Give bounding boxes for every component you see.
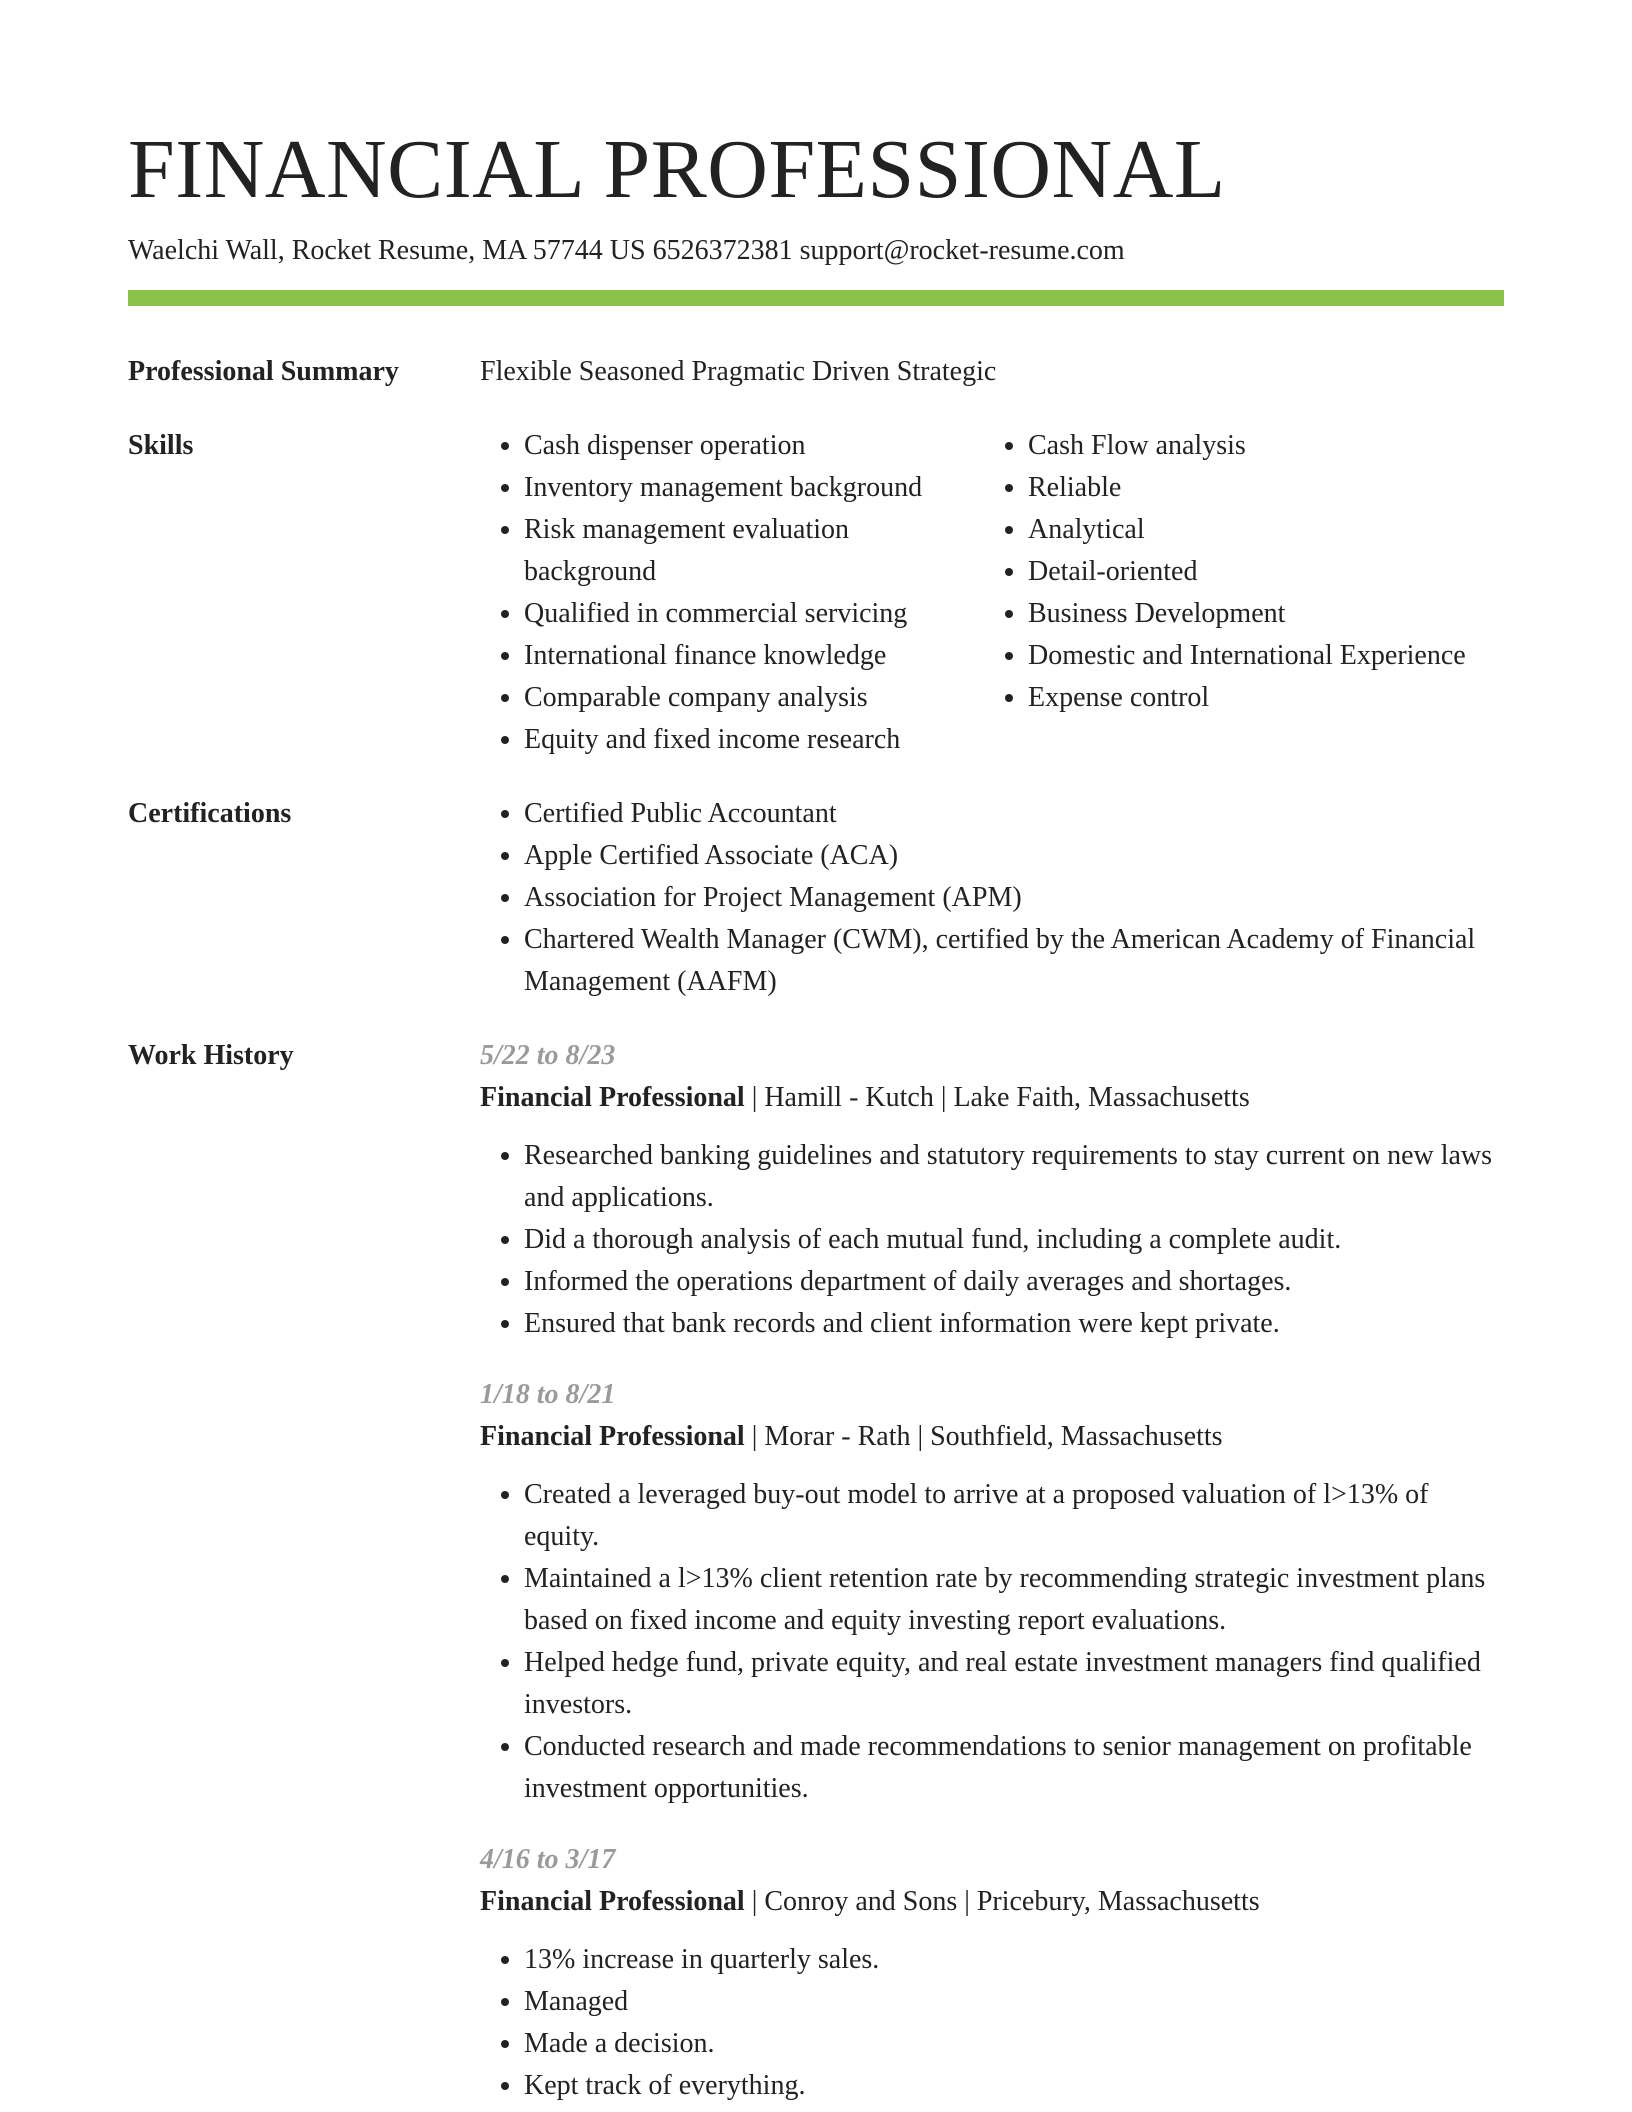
section-skills [128, 425, 1504, 761]
list-item: • Helped hedge fund, private equity, and real estate investment managers find qualified investors. [524, 1642, 1504, 1726]
section-label-certifications: Certifications [128, 798, 292, 829]
job-title: Financial Professional [480, 1886, 745, 1917]
job-entry [480, 1839, 1504, 2107]
list-item: • Association for Project Management (APM) [524, 877, 1504, 919]
job-title-line [480, 1416, 1504, 1458]
job-title-line [480, 1881, 1504, 1923]
resume-name: FINANCIAL PROFESSIONAL [128, 123, 1226, 216]
list-item: • Did a thorough analysis of each mutual fund, including a complete audit. [524, 1219, 1504, 1261]
section-professional-summary [128, 351, 1504, 393]
certifications-body [480, 793, 1504, 1003]
summary-text: Flexible Seasoned Pragmatic Driven Strategic [480, 356, 997, 387]
section-work-history [128, 1035, 1504, 2107]
job-details: | Hamill - Kutch | Lake Faith, Massachusetts [744, 1082, 1250, 1113]
list-item: • International finance knowledge [524, 635, 984, 677]
list-item: • Domestic and International Experience [1028, 635, 1532, 677]
list-item: • Certified Public Accountant [524, 793, 1504, 835]
list-item: • Maintained a l>13% client retention rate by recommending strategic investment plans based on fixed income and equity investing report evaluations. [524, 1558, 1504, 1642]
job-title-line [480, 1077, 1504, 1119]
job-details: | Conroy and Sons | Pricebury, Massachusetts [744, 1886, 1260, 1917]
list-item: • Researched banking guidelines and statutory requirements to stay current on new laws and applications. [524, 1135, 1504, 1219]
list-item: • Inventory management background [524, 467, 984, 509]
list-item: • 13% increase in quarterly sales. [524, 1939, 1504, 1981]
section-label-work-history: Work History [128, 1040, 294, 1071]
list-item: • Ensured that bank records and client information were kept private. [524, 1303, 1504, 1345]
section-label-skills: Skills [128, 430, 194, 461]
job-dates: 1/18 to 8/21 [480, 1379, 616, 1410]
job-dates: 5/22 to 8/23 [480, 1040, 616, 1071]
job-title: Financial Professional [480, 1082, 745, 1113]
job-bullets [480, 1939, 1504, 2107]
job-bullets [480, 1474, 1504, 1810]
list-item: • Apple Certified Associate (ACA) [524, 835, 1504, 877]
skills-list-left [480, 425, 984, 761]
list-item: • Cash Flow analysis [1028, 425, 1532, 467]
list-item: • Created a leveraged buy-out model to arrive at a proposed valuation of l>13% of equity. [524, 1474, 1504, 1558]
work-history-body [480, 1035, 1504, 2107]
job-entry [480, 1374, 1504, 1810]
list-item: • Managed [524, 1981, 1504, 2023]
certifications-list [480, 793, 1504, 1003]
job-entry [480, 1035, 1504, 1345]
list-item: • Informed the operations department of daily averages and shortages. [524, 1261, 1504, 1303]
list-item: • Equity and fixed income research [524, 719, 984, 761]
list-item: • Conducted research and made recommendations to senior management on profitable investment opportunities. [524, 1726, 1504, 1810]
section-certifications [128, 793, 1504, 1003]
list-item: • Chartered Wealth Manager (CWM), certified by the American Academy of Financial Management (AAFM) [524, 919, 1504, 1003]
job-dates: 4/16 to 3/17 [480, 1844, 616, 1875]
list-item: • Made a decision. [524, 2023, 1504, 2065]
list-item: • Cash dispenser operation [524, 425, 984, 467]
job-bullets [480, 1135, 1504, 1345]
job-title: Financial Professional [480, 1421, 745, 1452]
section-label-summary: Professional Summary [128, 356, 399, 387]
list-item: • Risk management evaluation background [524, 509, 984, 593]
skills-list-right [984, 425, 1532, 761]
accent-divider [128, 290, 1504, 306]
list-item: • Business Development [1028, 593, 1532, 635]
list-item: • Expense control [1028, 677, 1532, 719]
list-item: • Reliable [1028, 467, 1532, 509]
contact-line: Waelchi Wall, Rocket Resume, MA 57744 US 6526372381 support@rocket-resume.com [128, 235, 1125, 266]
list-item: • Kept track of everything. [524, 2065, 1504, 2107]
list-item: • Analytical [1028, 509, 1532, 551]
list-item: • Detail-oriented [1028, 551, 1532, 593]
job-details: | Morar - Rath | Southfield, Massachusetts [744, 1421, 1223, 1452]
resume-page [128, 118, 1504, 2107]
list-item: • Qualified in commercial servicing [524, 593, 984, 635]
list-item: • Comparable company analysis [524, 677, 984, 719]
skills-columns [480, 425, 1504, 761]
